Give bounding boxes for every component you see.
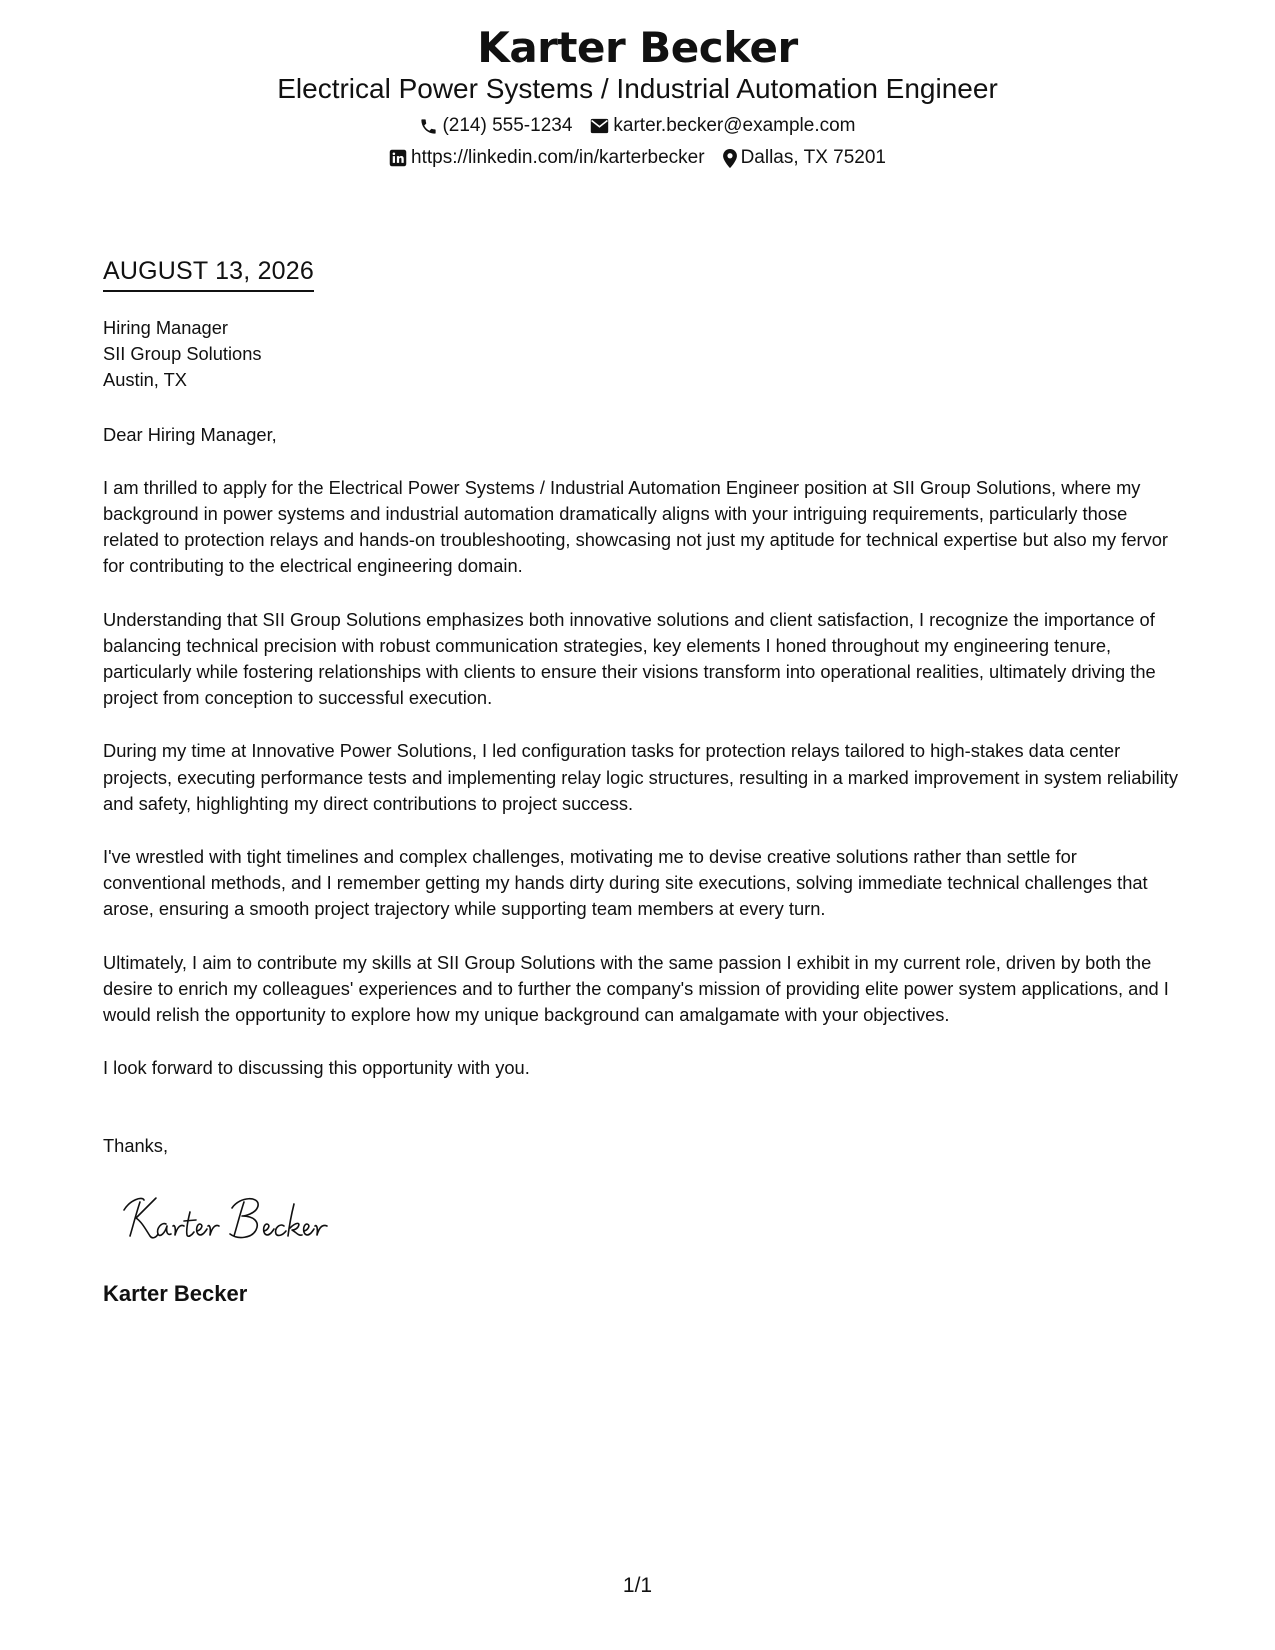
letter-date: AUGUST 13, 2026 — [103, 256, 314, 292]
linkedin-icon — [389, 149, 407, 167]
recipient-company: SII Group Solutions — [103, 343, 262, 365]
salutation: Dear Hiring Manager, — [103, 423, 277, 445]
phone-contact — [419, 114, 572, 138]
paragraph-6: I look forward to discussing this opportunity with you. — [103, 1057, 530, 1079]
linkedin-url[interactable]: https://linkedin.com/in/karterbecker — [411, 147, 705, 168]
location-text: Dallas, TX 75201 — [740, 147, 886, 168]
paragraph-5: Ultimately, I aim to contribute my skills at SII Group Solutions with the same passion I exhibit in my current role, driven by both the desire to enrich my colleagues' experiences and to further the company's mission of providing elite power system applications, and I would relish the opportunity to explore how my unique background can amalgamate with your objectives. — [103, 951, 1169, 1026]
recipient-location: Austin, TX — [103, 369, 187, 391]
phone-icon — [419, 117, 438, 136]
page-number: 1/1 — [622, 1574, 653, 1597]
closing: Thanks, — [103, 1135, 169, 1157]
email-contact[interactable] — [590, 114, 855, 138]
letter-header — [0, 22, 1275, 170]
contact-row-1 — [0, 114, 1275, 138]
paragraph-3: During my time at Innovative Power Solutions, I led configuration tasks for protection relays tailored to high-stakes data center projects, executing performance tests and implementing relay logic structures, resulting in a marked improvement in system reliability and safety, highlighting my direct contributions to project success. — [103, 740, 1178, 814]
paragraph-1: I am thrilled to apply for the Electrical Power Systems / Industrial Automation Engineer position at SII Group Solutions, where my background in power systems and industrial automation dramatically aligns with your intriguing requirements, particularly those related to protection relays and hands-on troubleshooting, showcasing not just my aptitude for technical expertise but also my fervor for contributing to the electrical engineering domain. — [103, 476, 1168, 577]
contact-row-2 — [0, 146, 1275, 170]
recipient-block — [103, 315, 1178, 394]
map-marker-icon — [723, 149, 737, 168]
signer-name: Karter Becker — [103, 1281, 248, 1306]
applicant-role: Electrical Power Systems / Industrial Automation Engineer — [277, 73, 998, 104]
location-contact — [723, 146, 886, 170]
email-address[interactable]: karter.becker@example.com — [613, 115, 856, 136]
linkedin-contact[interactable] — [389, 146, 705, 170]
recipient-title: Hiring Manager — [103, 317, 228, 338]
handwritten-signature — [120, 1188, 350, 1255]
letter-body — [103, 315, 1178, 1160]
paragraph-4: I've wrestled with tight timelines and complex challenges, motivating me to devise creative solutions rather than settle for conventional methods, and I remember getting my hands dirty during site executions, solving immediate technical challenges that arose, ensuring a smooth project trajectory while supporting team members at every turn. — [103, 846, 1148, 920]
phone-number: (214) 555-1234 — [442, 115, 573, 136]
envelope-icon — [590, 118, 609, 134]
paragraph-2: Understanding that SII Group Solutions emphasizes both innovative solutions and client satisfaction, I recognize the importance of balancing technical precision with robust communication strategies, key elements I honed throughout my engineering tenure, particularly while fostering relationships with clients to ensure their visions transform into operational realities, ultimately driving the project from conception to successful execution. — [103, 608, 1156, 709]
applicant-name: Karter Becker — [477, 23, 798, 72]
